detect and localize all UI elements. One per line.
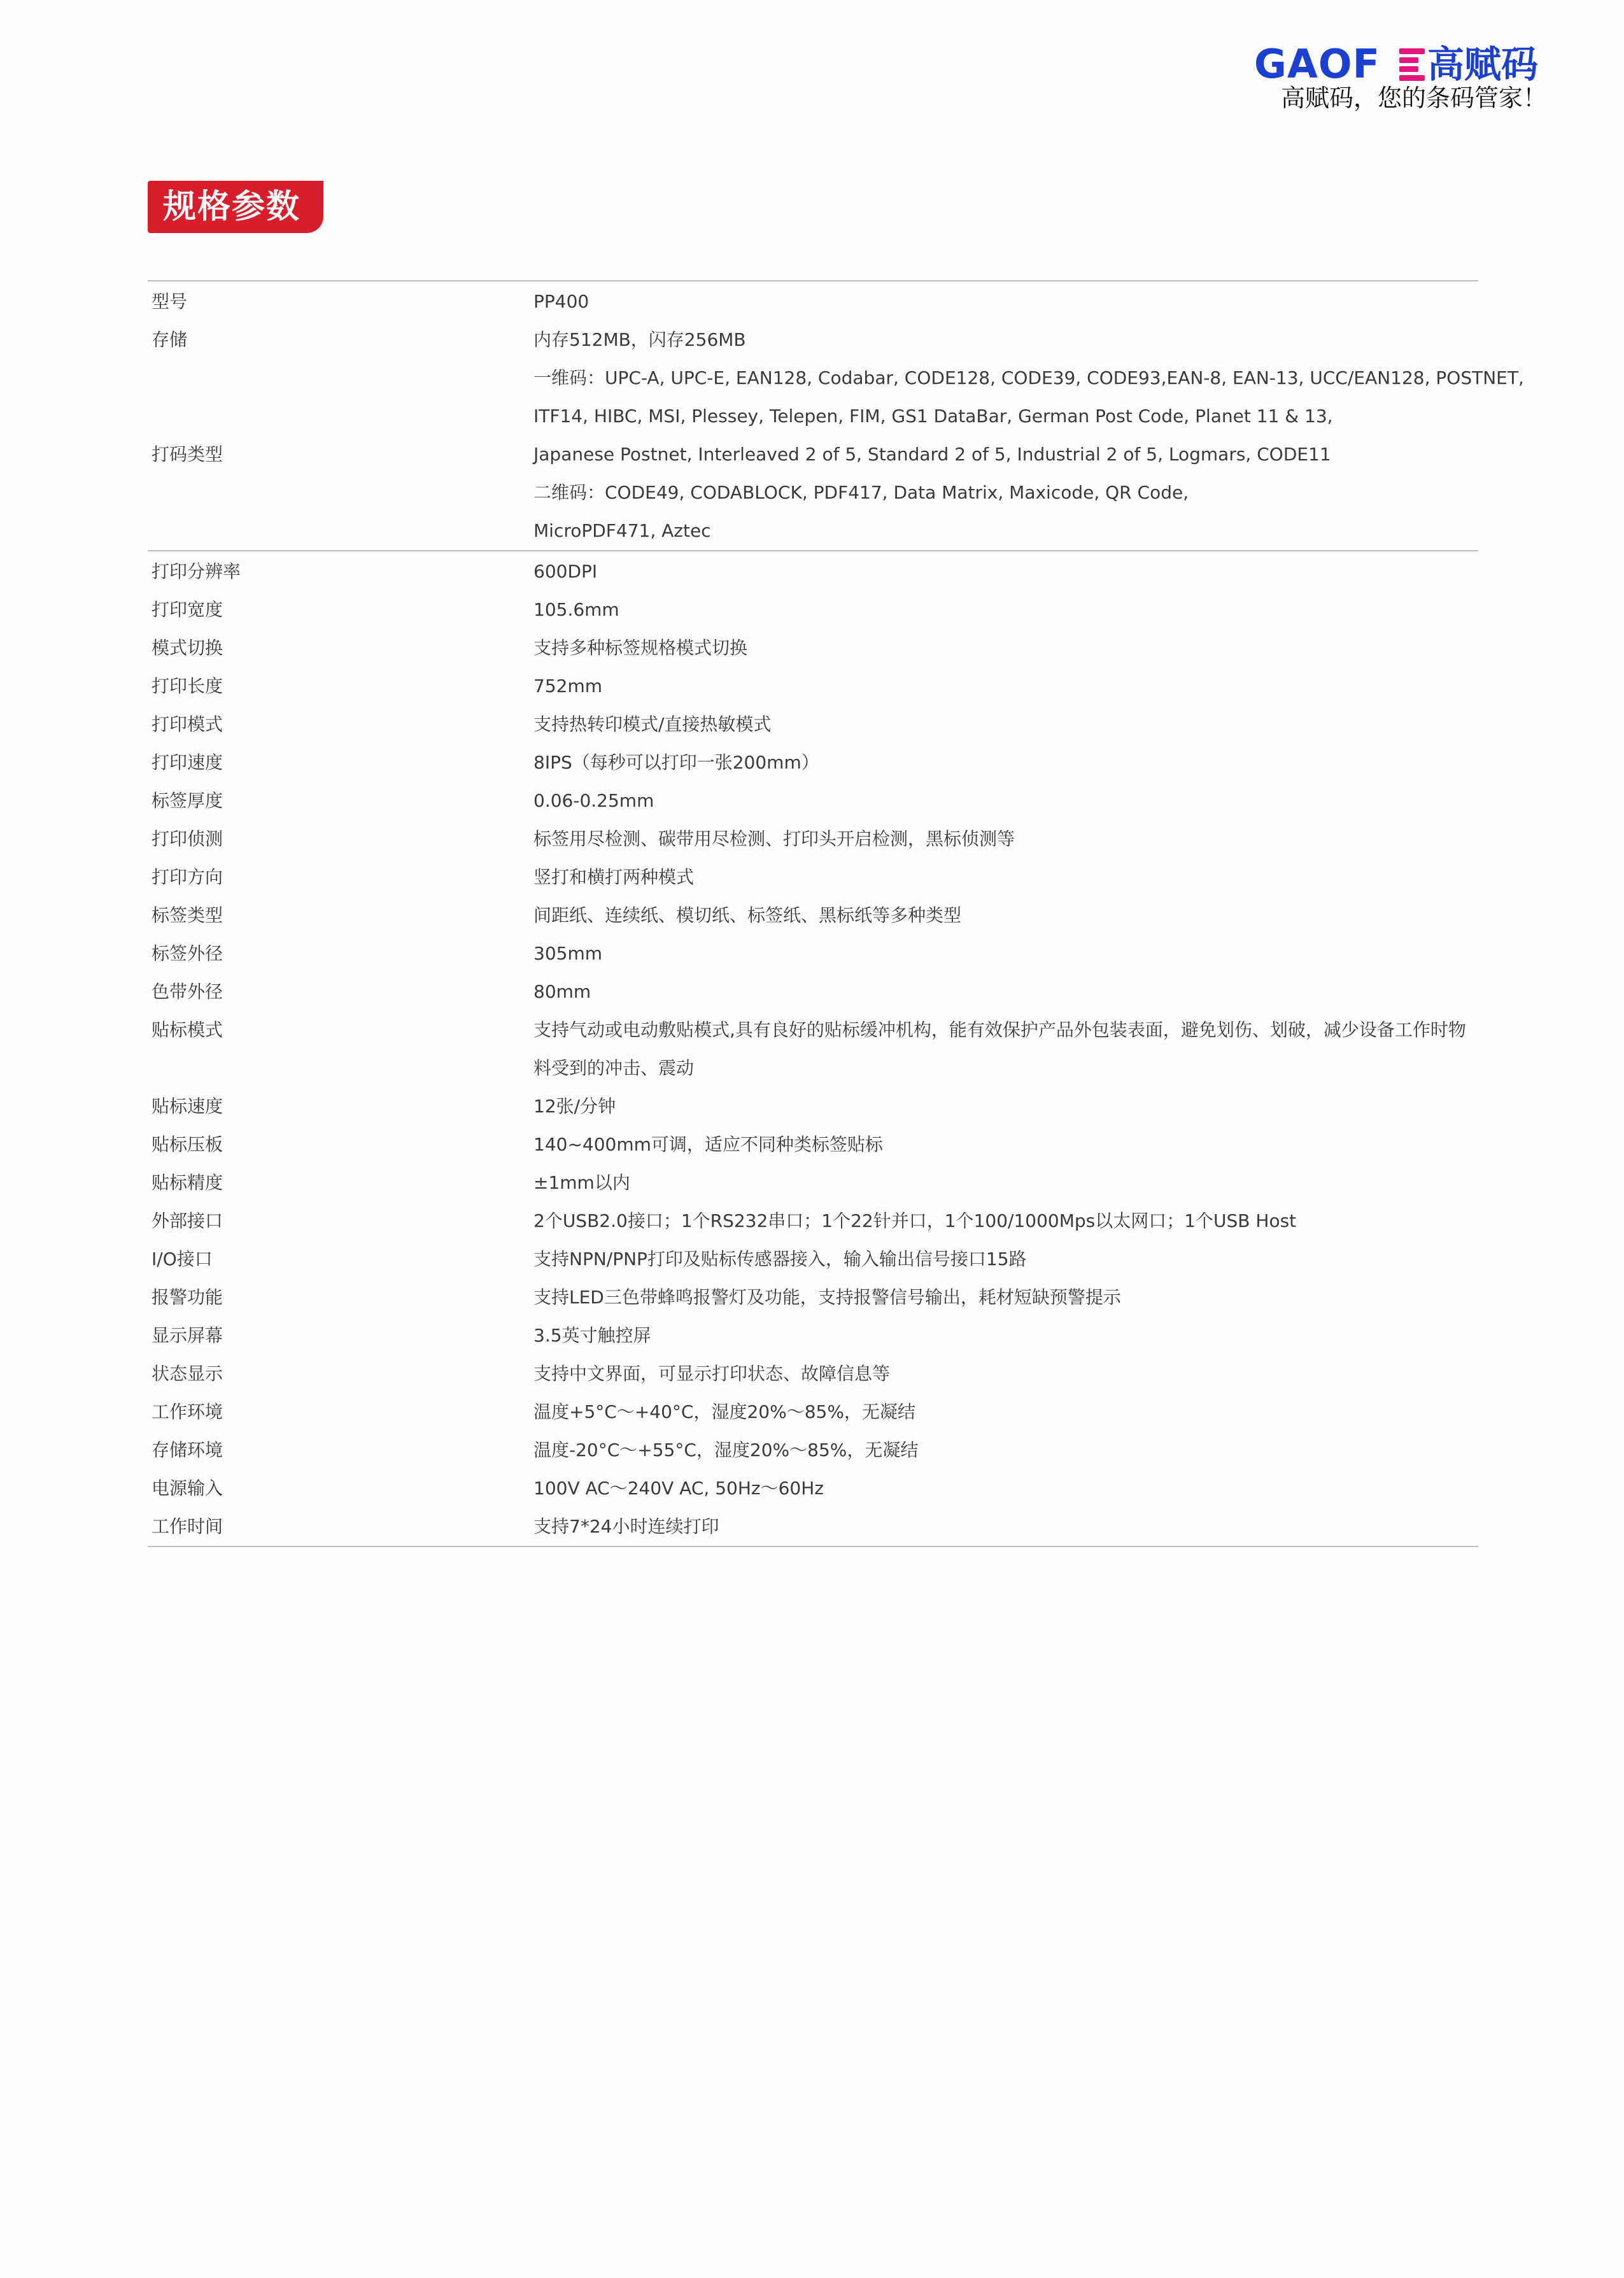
spec-row bbox=[148, 1317, 1478, 1355]
spec-label: 贴标精度 bbox=[152, 1172, 223, 1193]
spec-value: 12张/分钟 bbox=[533, 1096, 616, 1117]
spec-row-barcode-types bbox=[148, 359, 1524, 550]
spec-value: 0.06-0.25mm bbox=[533, 790, 654, 811]
barcode-line-3: Japanese Postnet, Interleaved 2 of 5, Standard 2 of 5, Industrial 2 of 5, Logmars, CODE11 bbox=[533, 444, 1331, 465]
spec-row bbox=[148, 1355, 1478, 1393]
spec-value: 600DPI bbox=[533, 561, 598, 582]
spec-row bbox=[148, 782, 1478, 820]
spec-row bbox=[148, 705, 1478, 744]
spec-label: 显示屏幕 bbox=[152, 1325, 223, 1346]
spec-label: 打印宽度 bbox=[152, 599, 223, 620]
spec-value: 内存512MB，闪存256MB bbox=[533, 329, 746, 350]
spec-label: 打印分辨率 bbox=[152, 561, 241, 582]
spec-label: 标签厚度 bbox=[152, 790, 223, 811]
spec-row bbox=[148, 1164, 1478, 1202]
spec-value: PP400 bbox=[533, 291, 590, 312]
spec-value: 支持LED三色带蜂鸣报警灯及功能，支持报警信号输出，耗材短缺预警提示 bbox=[533, 1287, 1121, 1308]
spec-label: 工作环境 bbox=[152, 1401, 223, 1422]
spec-label bbox=[148, 359, 533, 550]
spec-label: 贴标速度 bbox=[152, 1096, 223, 1117]
logo-chinese-text: 高赋码 bbox=[1427, 43, 1539, 86]
spec-value bbox=[533, 1011, 1478, 1087]
spec-value: 2个USB2.0接口；1个RS232串口；1个22针并口，1个100/1000Mps以太网口；1个USB Host bbox=[533, 1210, 1297, 1231]
barcode-line-5: MicroPDF471, Aztec bbox=[533, 520, 711, 541]
spec-row bbox=[148, 1240, 1478, 1278]
spec-value: 支持中文界面，可显示打印状态、故障信息等 bbox=[533, 1363, 891, 1384]
spec-value: 温度-20°C～+55°C，湿度20%～85%，无凝结 bbox=[533, 1440, 919, 1461]
spec-value: 支持NPN/PNP打印及贴标传感器接入，输入输出信号接口15路 bbox=[533, 1249, 1027, 1270]
spec-label: 打印侦测 bbox=[152, 828, 223, 849]
logo-latin-text: GAOF bbox=[1254, 41, 1380, 87]
spec-table bbox=[148, 280, 1524, 1547]
spec-row bbox=[148, 935, 1478, 973]
spec-row bbox=[148, 667, 1478, 705]
spec-label: 打印模式 bbox=[152, 714, 223, 735]
spec-row-storage bbox=[148, 321, 1478, 359]
brand-slogan: 高赋码，您的条码管家！ bbox=[1281, 84, 1548, 112]
spec-label: 状态显示 bbox=[152, 1363, 223, 1384]
spec-label: 贴标模式 bbox=[152, 1019, 223, 1040]
spec-label: 贴标压板 bbox=[152, 1134, 223, 1155]
spec-value: 80mm bbox=[533, 981, 591, 1002]
spec-row bbox=[148, 858, 1478, 896]
spec-value-line-1: 支持气动或电动敷贴模式,具有良好的贴标缓冲机构，能有效保护产品外包装表面，避免划伤、划破，减少设备工作时物 bbox=[533, 1019, 1466, 1040]
barcode-line-4: 二维码：CODE49, CODABLOCK, PDF417, Data Matrix, Maxicode, QR Code, bbox=[533, 482, 1189, 503]
spec-row bbox=[148, 1431, 1478, 1469]
spec-row bbox=[148, 591, 1478, 629]
barcode-line-1: 一维码：UPC-A, UPC-E, EAN128, Codabar, CODE128, CODE39, CODE93,EAN-8, EAN-13, UCC/EAN128, POSTNET, bbox=[533, 367, 1524, 388]
spec-row bbox=[148, 1202, 1478, 1240]
spec-label: 标签类型 bbox=[152, 905, 223, 926]
spec-group-basic bbox=[148, 281, 1524, 550]
spec-label-text: 打码类型 bbox=[152, 444, 223, 465]
spec-value: 305mm bbox=[533, 943, 602, 964]
spec-row bbox=[148, 1393, 1478, 1431]
spec-value: 支持多种标签规格模式切换 bbox=[533, 637, 748, 658]
spec-value: 标签用尽检测、碳带用尽检测、打印头开启检测，黑标侦测等 bbox=[533, 828, 1015, 849]
spec-label: 模式切换 bbox=[152, 637, 223, 658]
spec-row bbox=[148, 820, 1478, 858]
spec-label: 电源输入 bbox=[152, 1478, 223, 1499]
spec-value: 3.5英寸触控屏 bbox=[533, 1325, 651, 1346]
spec-value bbox=[533, 359, 1530, 550]
section-title: 规格参数 bbox=[163, 188, 301, 226]
spec-label: 存储 bbox=[152, 329, 188, 350]
spec-row bbox=[148, 896, 1478, 935]
spec-value: 竖打和横打两种模式 bbox=[533, 867, 695, 888]
spec-label: 报警功能 bbox=[152, 1287, 223, 1308]
spec-value: 8IPS（每秒可以打印一张200mm） bbox=[533, 752, 819, 773]
spec-row bbox=[148, 1508, 1478, 1546]
spec-label: 存储环境 bbox=[152, 1440, 223, 1461]
spec-label: 外部接口 bbox=[152, 1210, 223, 1231]
spec-row bbox=[148, 1469, 1478, 1508]
spec-label: 打印长度 bbox=[152, 676, 223, 697]
spec-label: 色带外径 bbox=[152, 981, 223, 1002]
spec-label: 打印方向 bbox=[152, 867, 223, 888]
spec-row bbox=[148, 1087, 1478, 1126]
spec-value: 支持热转印模式/直接热敏模式 bbox=[533, 714, 772, 735]
spec-label: 打印速度 bbox=[152, 752, 223, 773]
spec-label: 型号 bbox=[152, 291, 188, 312]
brand-logo bbox=[1254, 38, 1560, 115]
spec-row bbox=[148, 553, 1478, 591]
barcode-line-2: ITF14, HIBC, MSI, Plessey, Telepen, FIM, GS1 DataBar, German Post Code, Planet 11 & 13, bbox=[533, 406, 1333, 427]
spec-label: 标签外径 bbox=[152, 943, 223, 964]
spec-value: 100V AC～240V AC, 50Hz～60Hz bbox=[533, 1478, 824, 1499]
section-title-badge bbox=[148, 181, 323, 233]
spec-row-labeling-mode bbox=[148, 1011, 1478, 1087]
spec-value: 间距纸、连续纸、模切纸、标签纸、黑标纸等多种类型 bbox=[533, 905, 962, 926]
spec-row bbox=[148, 1278, 1478, 1317]
spec-value-line-2: 料受到的冲击、震动 bbox=[533, 1058, 695, 1079]
spec-row bbox=[148, 629, 1478, 667]
spec-group-details bbox=[148, 550, 1478, 1546]
spec-label: I/O接口 bbox=[152, 1249, 213, 1270]
spec-row bbox=[148, 744, 1478, 782]
logo-stripes-icon bbox=[1399, 48, 1425, 80]
spec-row bbox=[148, 1126, 1478, 1164]
spec-value: 752mm bbox=[533, 676, 602, 697]
spec-row bbox=[148, 973, 1478, 1011]
spec-value: 温度+5°C～+40°C，湿度20%～85%，无凝结 bbox=[533, 1401, 915, 1422]
spec-value: 105.6mm bbox=[533, 599, 619, 620]
spec-label: 工作时间 bbox=[152, 1516, 223, 1537]
spec-value: 140~400mm可调，适应不同种类标签贴标 bbox=[533, 1134, 883, 1155]
spec-value: ±1mm以内 bbox=[533, 1172, 630, 1193]
spec-value: 支持7*24小时连续打印 bbox=[533, 1516, 719, 1537]
spec-row-model bbox=[148, 281, 1478, 321]
logo-wordmark bbox=[1254, 43, 1560, 85]
